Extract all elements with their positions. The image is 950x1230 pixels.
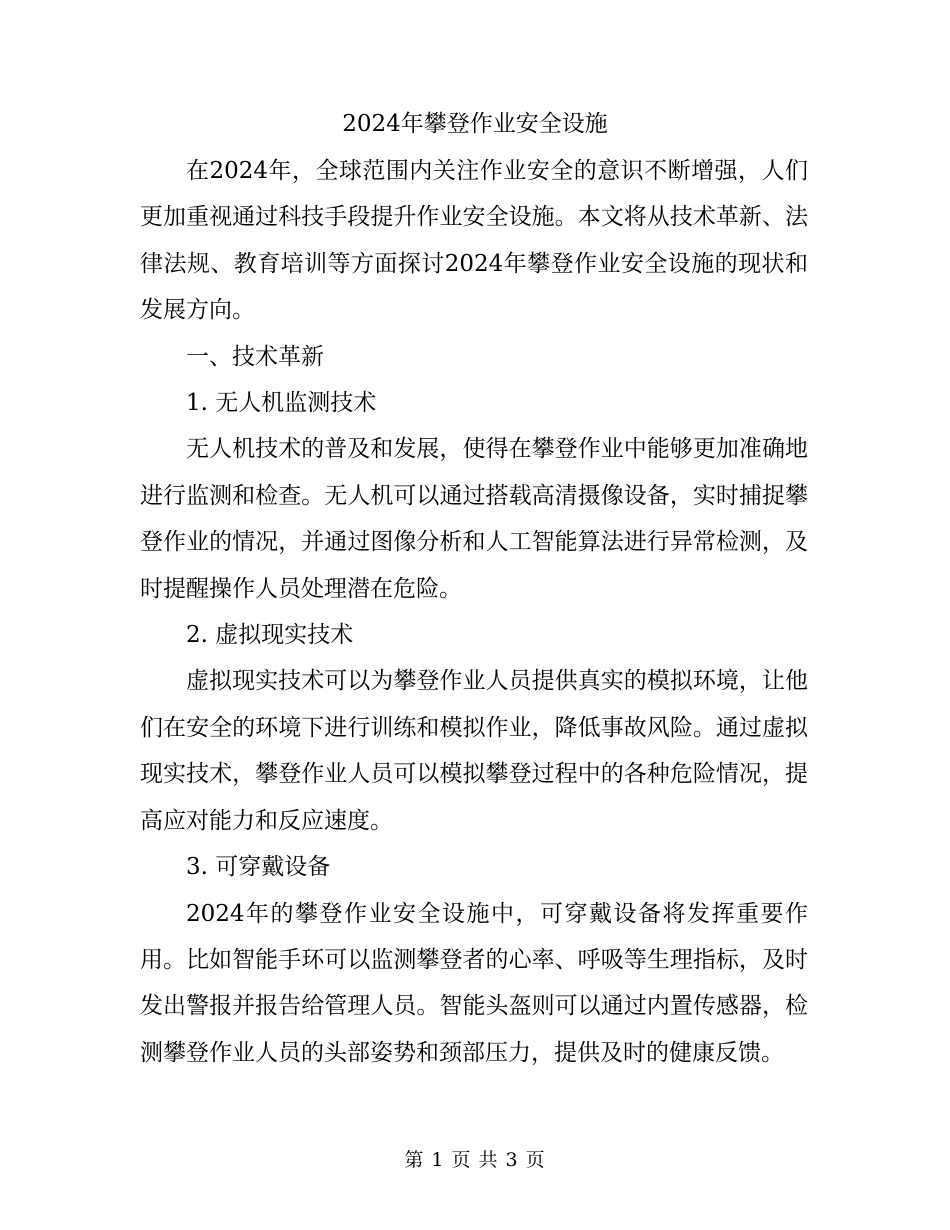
paragraph-drone: 无人机技术的普及和发展，使得在攀登作业中能够更加准确地进行监测和检查。无人机可以通过搭载高清摄像设备，实时捕捉攀登作业的情况，并通过图像分析和人工智能算法进行异常检测，及时提醒操作人员处理潜在危险。 — [140, 436, 808, 602]
paragraph-vr: 虚拟现实技术可以为攀登作业人员提供真实的模拟环境，让他们在安全的环境下进行训练和模拟作业，降低事故风险。通过虚拟现实技术，攀登作业人员可以模拟攀登过程中的各种危险情况，提高应对能力和反应速度。 — [140, 668, 808, 834]
subheading-vr: 2. 虚拟现实技术 — [186, 622, 354, 649]
document-title: 2024年攀登作业安全设施 — [342, 111, 608, 137]
section-heading-tech: 一、技术革新 — [186, 343, 324, 370]
subheading-wearable: 3. 可穿戴设备 — [186, 854, 331, 881]
subheading-drone: 1. 无人机监测技术 — [186, 390, 377, 417]
document-body — [140, 148, 808, 1076]
intro-paragraph: 在2024年，全球范围内关注作业安全的意识不断增强，人们更加重视通过科技手段提升作业安全设施。本文将从技术革新、法律法规、教育培训等方面探讨2024年攀登作业安全设施的现状和发展方向。 — [140, 158, 808, 324]
page-footer: 第 1 页 共 3 页 — [404, 1149, 546, 1171]
paragraph-wearable: 2024年的攀登作业安全设施中，可穿戴设备将发挥重要作用。比如智能手环可以监测攀登者的心率、呼吸等生理指标，及时发出警报并报告给管理人员。智能头盔则可以通过内置传感器，检测攀登作业人员的头部姿势和颈部压力，提供及时的健康反馈。 — [140, 900, 808, 1066]
